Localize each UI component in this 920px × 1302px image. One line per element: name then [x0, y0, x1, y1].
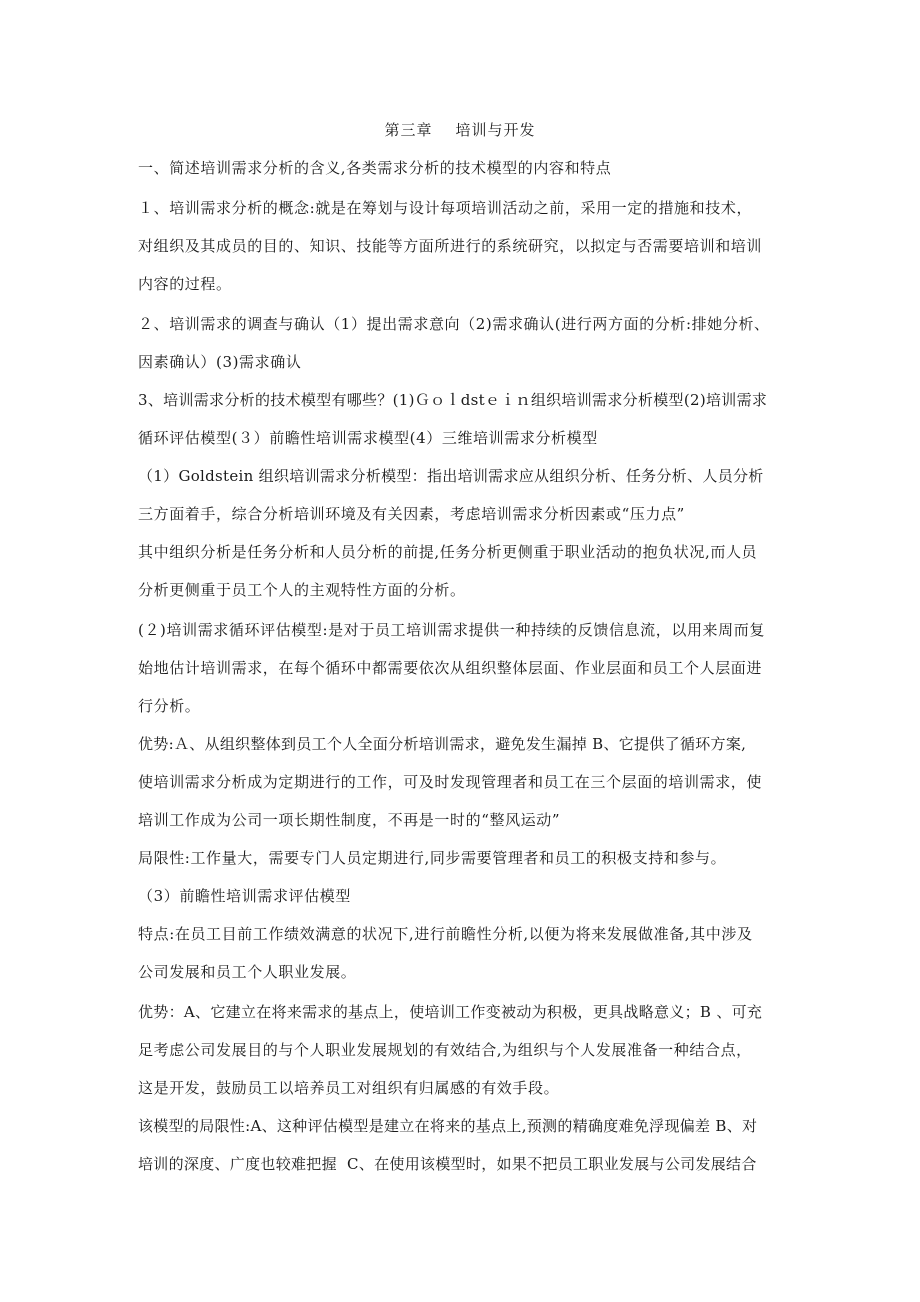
text-line: 因素确认）(3)需求确认: [138, 353, 302, 371]
text-line: 使培训需求分析成为定期进行的工作，可及时发现管理者和员工在三个层面的培训需求，使: [138, 773, 763, 791]
text-line: 分析更侧重于员工个人的主观特性方面的分析。: [138, 581, 466, 599]
text-line: 这是开发，鼓励员工以培养员工对组织有归属感的有效手段。: [138, 1079, 560, 1097]
text-line: 其中组织分析是任务分析和人员分析的前提,任务分析更侧重于职业活动的抱负状况,而人员: [138, 543, 758, 561]
text-line: 3、培训需求分析的技术模型有哪些？(1)Ｇｏｌdstｅｉｎ组织培训需求分析模型(2)培训需求: [138, 391, 768, 409]
text-line: 培训工作成为公司一项长期性制度，不再是一时的“整风运动”: [138, 811, 561, 829]
text-line: １、培训需求分析的概念:就是在筹划与设计每项培训活动之前，采用一定的措施和技术，: [138, 199, 753, 217]
text-line: 特点:在员工目前工作绩效满意的状况下,进行前瞻性分析,以便为将来发展做准备,其中涉及: [138, 925, 753, 943]
text-line: 行分析。: [138, 697, 201, 715]
text-line: 三方面着手，综合分析培训环境及有关因素，考虑培训需求分析因素或“压力点”: [138, 505, 685, 523]
text-line: （1）Goldstein 组织培训需求分析模型：指出培训需求应从组织分析、任务分析、人员分析: [138, 467, 764, 485]
text-line: 内容的过程。: [138, 275, 232, 293]
text-line: 一、简述培训需求分析的含义,各类需求分析的技术模型的内容和特点: [138, 159, 612, 177]
text-line: 公司发展和员工个人职业发展。: [138, 963, 357, 981]
text-line: 培训的深度、广度也较难把握 C、在使用该模型时，如果不把员工职业发展与公司发展结合: [138, 1155, 757, 1173]
chapter-title: 第三章 培训与开发: [384, 121, 536, 139]
text-line: 足考虑公司发展目的与个人职业发展规划的有效结合,为组织与个人发展准备一种结合点，: [138, 1041, 752, 1059]
text-line: （3）前瞻性培训需求评估模型: [138, 887, 351, 905]
text-line: 循环评估模型(３）前瞻性培训需求模型(4）三维培训需求分析模型: [138, 429, 598, 447]
text-line: 始地估计培训需求，在每个循环中都需要依次从组织整体层面、作业层面和员工个人层面进: [138, 659, 763, 677]
text-line: 局限性:工作量大，需要专门人员定期进行,同步需要管理者和员工的积极支持和参与。: [138, 849, 727, 867]
text-line: 优势：A、它建立在将来需求的基点上，使培训工作变被动为积极，更具战略意义；B 、可充: [138, 1003, 763, 1021]
text-line: 优势:Ａ、从组织整体到员工个人全面分析培训需求，避免发生漏掉 B、它提供了循环方案,: [138, 735, 747, 753]
text-line: (２)培训需求循环评估模型:是对于员工培训需求提供一种持续的反馈信息流，以用来周而复: [138, 621, 765, 639]
text-line: 该模型的局限性:A、这种评估模型是建立在将来的基点上,预测的精确度难免浮现偏差 B、对: [138, 1117, 758, 1135]
text-line: 对组织及其成员的目的、知识、技能等方面所进行的系统研究，以拟定与否需要培训和培训: [138, 237, 763, 255]
text-line: ２、培训需求的调查与确认（1）提出需求意向（2)需求确认(进行两方面的分析:排她分析、: [138, 315, 770, 333]
